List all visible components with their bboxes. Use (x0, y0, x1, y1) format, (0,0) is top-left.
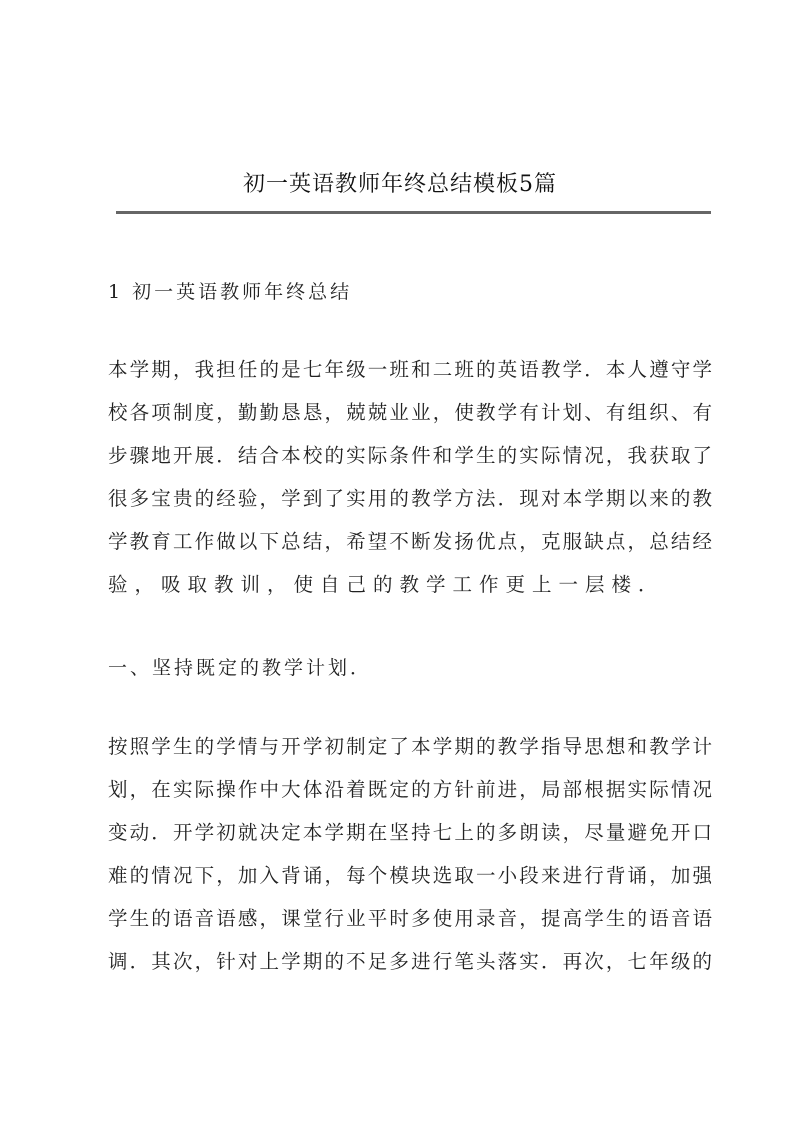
paragraph-line: 校各项制度，勤勤恳恳，兢兢业业，使教学有计划、有组织、有 (108, 401, 712, 424)
paragraph-line: 划，在实际操作中大体沿着既定的方针前进，局部根据实际情况 (108, 778, 712, 801)
paragraph-line: 调．其次，针对上学期的不足多进行笔头落实．再次，七年级的 (108, 950, 712, 973)
paragraph-line: 步骤地开展．结合本校的实际条件和学生的实际情况，我获取了 (108, 444, 712, 467)
paragraph-line: 难的情况下，加入背诵，每个模块选取一小段来进行背诵，加强 (108, 864, 712, 887)
paragraph-line: 验，吸取教训，使自己的教学工作更上一层楼． (108, 573, 665, 596)
paragraph-line: 很多宝贵的经验，学到了实用的教学方法．现对本学期以来的教 (108, 487, 712, 510)
paragraph-line: 变动．开学初就决定本学期在坚持七上的多朗读，尽量避免开口 (108, 821, 712, 844)
subheading: 一、坚持既定的教学计划． (108, 657, 373, 679)
title-divider (116, 211, 711, 214)
document-title: 初一英语教师年终总结模板5篇 (243, 172, 557, 197)
paragraph-line: 学生的语音语感，课堂行业平时多使用录音，提高学生的语音语 (108, 907, 712, 930)
paragraph-line: 按照学生的学情与开学初制定了本学期的教学指导思想和教学计 (108, 735, 712, 758)
paragraph-line: 本学期，我担任的是七年级一班和二班的英语教学．本人遵守学 (108, 358, 712, 381)
section-heading: 1 初一英语教师年终总结 (108, 281, 353, 303)
paragraph-line: 学教育工作做以下总结，希望不断发扬优点，克服缺点，总结经 (108, 530, 712, 553)
